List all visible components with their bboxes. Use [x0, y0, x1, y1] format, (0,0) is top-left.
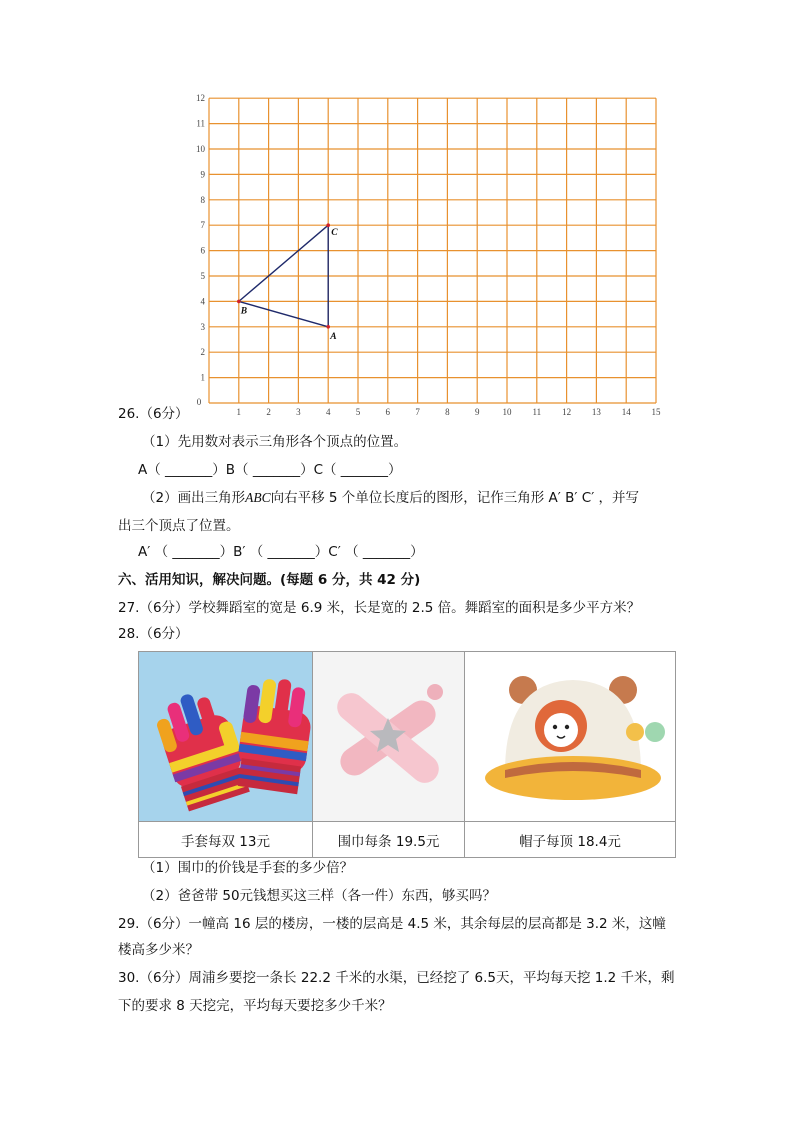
- hat-caption: 帽子每顶 18.4元: [465, 822, 676, 858]
- vertex-label: C: [331, 228, 338, 239]
- vertex-label: A: [330, 331, 337, 342]
- x-tick-label: 14: [621, 407, 631, 417]
- q26-blanks2: A′ （ _______）B′ （ _______）C′ （ _______）: [138, 544, 424, 560]
- q28-header: 28.（6分）: [118, 626, 189, 642]
- gloves-image-cell: [139, 652, 313, 822]
- q27-text: 27.（6分）学校舞蹈室的宽是 6.9 米，长是宽的 2.5 倍。舞蹈室的面积是多少平方米？: [118, 600, 641, 616]
- q30-line2: 下的要求 8 天挖完，平均每天要挖多少千米？: [118, 998, 392, 1014]
- x-tick-label: 11: [532, 407, 542, 417]
- q29-line2: 楼高多少米？: [118, 942, 199, 958]
- x-tick-label: 9: [474, 407, 480, 417]
- y-tick-label: 10: [196, 144, 205, 154]
- vertex-point: [326, 223, 330, 227]
- y-tick-label: 7: [200, 220, 205, 231]
- y-tick-label: 4: [200, 296, 205, 307]
- gloves-image: [139, 652, 312, 821]
- product-table: [138, 651, 676, 858]
- q26-part1: （1）先用数对表示三角形各个顶点的位置。: [142, 434, 408, 450]
- x-tick-label: 6: [385, 407, 391, 417]
- q28-part1: （1）围巾的价钱是手套的多少倍？: [142, 860, 354, 876]
- y-tick-label: 2: [200, 347, 205, 358]
- q26-part2a: （2）画出三角形ABC向右平移 5 个单位长度后的图形，记作三角形 A′ B′ C′ ，并写: [142, 490, 640, 506]
- q26-part2b: 出三个顶点了位置。: [118, 518, 240, 534]
- hat-image: [465, 652, 675, 821]
- x-tick-label: 3: [296, 407, 301, 417]
- y-tick-label: 11: [196, 118, 205, 129]
- vertex-label: B: [240, 306, 248, 317]
- scarf-image-cell: [313, 652, 465, 822]
- y-tick-label: 9: [200, 169, 205, 180]
- x-tick-label: 0: [196, 397, 202, 407]
- scarf-image: [313, 652, 464, 821]
- y-tick-label: 6: [200, 245, 205, 256]
- y-tick-label: 5: [200, 271, 205, 281]
- x-tick-label: 13: [591, 407, 601, 417]
- y-tick-label: 3: [200, 321, 205, 332]
- gloves-caption: 手套每双 13元: [139, 822, 313, 858]
- q26-blanks1: A（ _______）B（ _______）C（ _______）: [138, 462, 402, 478]
- q28-part2: （2）爸爸带 50元钱想买这三样（各一件）东西，够买吗？: [142, 888, 497, 904]
- x-tick-label: 4: [325, 407, 331, 417]
- section-heading: 六、活用知识，解决问题。(每题 6 分，共 42 分): [118, 572, 421, 588]
- hat-image-cell: [465, 652, 676, 822]
- q29-line1: 29.（6分）一幢高 16 层的楼房，一楼的层高是 4.5 米，其余每层的层高都是 3.2 米，这幢: [118, 916, 666, 932]
- q26-header: 26.（6分）: [118, 406, 189, 422]
- vertex-point: [326, 325, 330, 329]
- y-tick-label: 12: [196, 93, 205, 104]
- x-tick-label: 5: [355, 407, 361, 417]
- x-tick-label: 8: [445, 407, 450, 417]
- q30-line1: 30.（6分）周浦乡要挖一条长 22.2 千米的水渠，已经挖了 6.5天，平均每天挖 1.2 千米，剩: [118, 970, 675, 986]
- scarf-caption: 围巾每条 19.5元: [313, 822, 465, 858]
- x-tick-label: 7: [415, 407, 420, 417]
- x-tick-label: 1: [236, 407, 242, 417]
- x-tick-label: 2: [266, 407, 271, 417]
- y-tick-label: 1: [200, 372, 205, 383]
- x-tick-label: 12: [562, 407, 572, 417]
- vertex-point: [237, 300, 241, 304]
- x-tick-label: 15: [651, 407, 661, 417]
- y-tick-label: 8: [200, 194, 205, 205]
- coordinate-grid: [190, 92, 670, 422]
- x-tick-label: 10: [502, 407, 512, 417]
